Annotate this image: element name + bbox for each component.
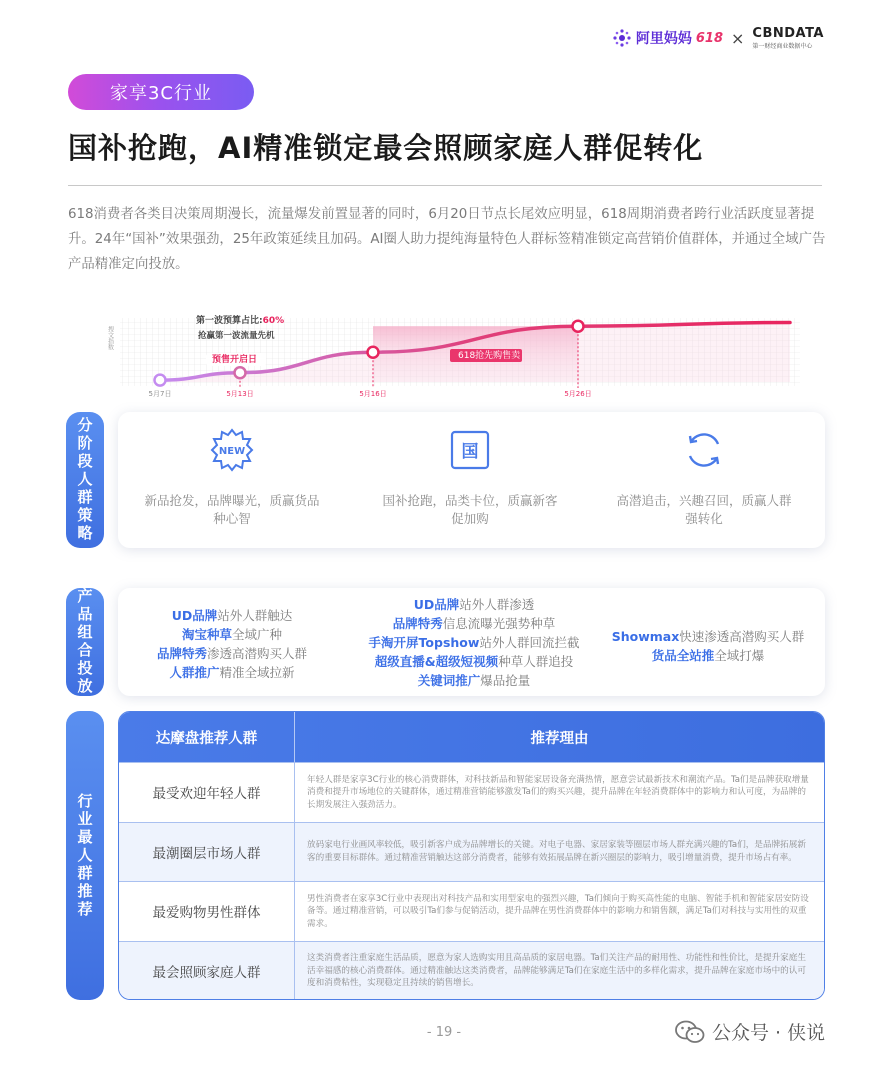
cbndata-name: CBNDATA	[752, 26, 824, 41]
x-tick-label: 5月7日	[148, 390, 172, 398]
product-name: UD品牌	[171, 608, 218, 623]
product-name: 关键词推广	[417, 673, 481, 688]
header-reason: 推荐理由	[530, 730, 589, 747]
product-name: 货品全站推	[651, 648, 715, 663]
section-label-product: 产品组合投放	[66, 588, 104, 696]
section-label-audience: 行业最人群推荐	[66, 711, 104, 1000]
table-row	[119, 822, 824, 882]
trend-chart	[98, 298, 823, 404]
svg-text:国: 国	[461, 442, 479, 462]
audience-table	[118, 711, 825, 1000]
product-line	[364, 652, 584, 671]
product-line	[142, 663, 322, 682]
product-desc: 站外人群触达	[217, 608, 293, 623]
alimama-618: 618	[695, 30, 723, 46]
audience-name: 最爱购物男性群体	[119, 882, 295, 941]
audience-reason: 男性消费者在家享3C行业中表现出对科技产品和实用型家电的强烈兴趣，Ta们倾向于购买高性能的电脑、智能手机和智能家居安防设备等。通过精准营销，可以吸引Ta们参与促销活动，提升品牌在男性消费群体中的影响力和销售额，满足Ta们对科技与实用性的双重需求。	[307, 893, 809, 929]
product-line	[142, 625, 322, 644]
strategy-card	[118, 412, 825, 548]
table-row	[119, 762, 824, 822]
product-desc: 站外人群渗透	[459, 597, 535, 612]
section-label-strategy: 分阶段人群策略	[66, 412, 104, 548]
first-wave-sub: 抢赢第一波流量先机	[198, 331, 275, 341]
refresh-cycle-icon	[680, 426, 728, 474]
header-logos	[612, 26, 824, 50]
presale-label: 预售开启日	[212, 355, 258, 365]
product-name: 淘宝种草	[181, 627, 232, 642]
product-name: 手淘开屏Topshow	[368, 635, 480, 650]
data-point	[368, 347, 379, 358]
audience-reason: 放码家电行业画风率较低，吸引新客户成为品牌增长的关键。对电子电器、家居家装等圈层市场人群充满兴趣的Ta们，是品牌拓展新客的重要目标群体。通过精准营销触达这部分消费者，能够有效拓展品牌在新兴圈层的影响力，吸引增量消费，提升市场占有率。	[307, 840, 806, 863]
product-name: 超级直播&超级短视频	[374, 654, 499, 669]
x-tick-label: 5月16日	[359, 390, 387, 398]
title-divider	[68, 185, 822, 186]
table-header	[119, 712, 824, 762]
wechat-icon	[674, 1019, 706, 1045]
header-audience: 达摩盘推荐人群	[119, 712, 295, 762]
x-tick-label: 5月13日	[226, 390, 254, 398]
product-name: 品牌特秀	[392, 616, 443, 631]
cbndata-sub: 第一财经商业数据中心	[752, 43, 813, 50]
wechat-watermark	[674, 1018, 825, 1045]
alimama-mark-icon	[612, 28, 632, 48]
product-desc: 爆品抢量	[480, 673, 531, 688]
cross-sign: ×	[731, 28, 745, 48]
sale-label: 618抢先购售卖	[458, 351, 521, 361]
new-badge-icon	[208, 426, 256, 474]
product-desc: 全域广种	[232, 627, 283, 642]
audience-reason: 年轻人群是家享3C行业的核心消费群体，对科技新品和智能家居设备充满热情，愿意尝试最新技术和潮流产品。Ta们是品牌获取增量消费和提升市场地位的关键群体，通过精准营销能够激发Ta们的购买兴趣，提升品牌在年轻消费群体中的影响力和认可度，为品牌的长期发展注入强劲活力。	[307, 774, 809, 810]
product-name: 品牌特秀	[156, 646, 207, 661]
audience-reason: 这类消费者注重家庭生活品质，愿意为家人选购实用且高品质的家居电器。Ta们关注产品的耐用性、功能性和性价比，是提升家庭生活幸福感的核心消费群体。通过精准触达这类消费者，品牌能够满足Ta们在家庭生活中的多样化需求，提升品牌在家庭市场中的认可度和消费粘性，实现稳定且持续的销售增长。	[307, 953, 806, 988]
data-point	[573, 321, 584, 332]
x-tick-label: 5月26日	[564, 390, 592, 398]
page-number: - 19 -	[426, 1025, 462, 1040]
data-point	[155, 375, 166, 386]
cbndata-logo	[752, 26, 824, 50]
product-line	[142, 644, 322, 663]
audience-name: 最受欢迎年轻人群	[119, 763, 295, 822]
product-card	[118, 588, 825, 696]
first-wave-label: 第一波预算占比:60%	[196, 316, 285, 326]
svg-text:NEW: NEW	[218, 446, 246, 457]
alimama-logo	[612, 28, 723, 48]
product-line	[364, 595, 584, 614]
page-title: 国补抢跑，AI精准锁定最会照顾家庭人群促转化	[68, 131, 704, 165]
product-desc: 快速渗透高潜购买人群	[679, 629, 805, 644]
product-line	[598, 646, 818, 665]
product-name: 人群推广	[169, 665, 220, 680]
product-line	[598, 627, 818, 646]
product-line	[364, 633, 584, 652]
product-column-1	[142, 606, 322, 682]
product-name: Showmax	[611, 629, 680, 644]
trend-chart-svg	[98, 298, 823, 404]
strategy-item-new	[142, 426, 322, 528]
product-desc: 种草人群追投	[498, 654, 574, 669]
product-line	[142, 606, 322, 625]
product-desc: 信息流曝光强势种草	[442, 616, 556, 631]
product-column-2	[364, 595, 584, 690]
product-desc: 渗透高潜购买人群	[207, 646, 308, 661]
alimama-name: 阿里妈妈	[635, 31, 692, 47]
table-row	[119, 941, 824, 1001]
product-line	[364, 614, 584, 633]
strategy-item-recall	[614, 426, 794, 528]
product-column-3	[598, 627, 818, 665]
industry-tag: 家享3C行业	[68, 74, 254, 110]
product-desc: 全域打爆	[714, 648, 765, 663]
strategy-text-new: 新品抢发，品牌曝光，质赢货品种心智	[144, 493, 320, 526]
guo-subsidy-icon	[446, 426, 494, 474]
audience-name: 最潮圈层市场人群	[119, 823, 295, 882]
product-name: UD品牌	[413, 597, 460, 612]
product-desc: 精准全域拉新	[219, 665, 295, 680]
audience-name: 最会照顾家庭人群	[119, 942, 295, 1001]
product-line	[364, 671, 584, 690]
strategy-item-subsidy	[380, 426, 560, 528]
data-point	[235, 367, 246, 378]
chart-ylabel: 搜文指数	[106, 326, 114, 350]
table-row	[119, 881, 824, 941]
wechat-label: 公众号 · 侠说	[712, 1022, 826, 1044]
strategy-text-subsidy: 国补抢跑，品类卡位，质赢新客促加购	[382, 493, 558, 526]
product-desc: 站外人群回流拦截	[479, 635, 580, 650]
intro-paragraph: 618消费者各类目决策周期漫长，流量爆发前置显著的同时，6月20日节点长尾效应明显，618周期消费者跨行业活跃度显著提升。24年“国补”效果强劲，25年政策延续且加码。AI圈人助力提纯海量特色人群标签精准锁定高营销价值群体，并通过全域广告产品精准定向投放。	[68, 207, 826, 272]
strategy-text-recall: 高潜追击，兴趣召回，质赢人群强转化	[616, 493, 792, 526]
